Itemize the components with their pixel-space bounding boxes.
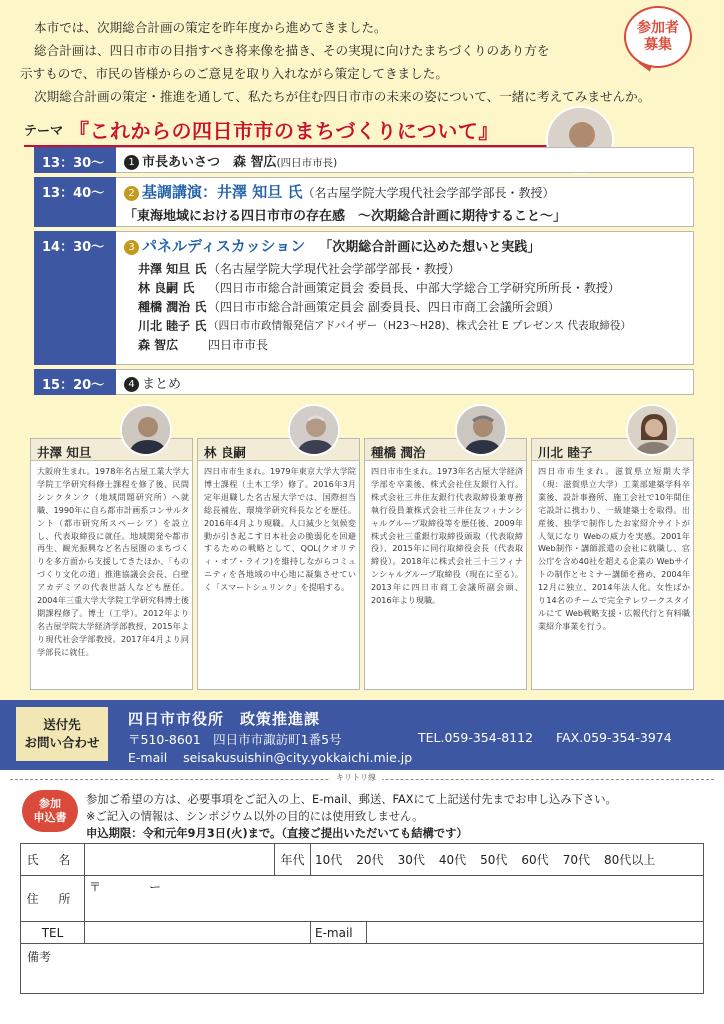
panelist-photo <box>120 404 172 456</box>
form-row-notes <box>21 944 704 994</box>
theme-label: テーマ <box>24 123 64 139</box>
panelist-row <box>124 317 693 336</box>
panelist-row <box>124 336 693 355</box>
schedule-body <box>116 369 694 395</box>
age-option[interactable]: 10代 <box>315 853 343 867</box>
bio-text: 四日市市生まれ。滋賀県立短期大学（現：滋賀県立大学）工業部建築学科卒業後、設計事務所、施工会社で10年間住宅設計に携わり、一級建築士を取得。出産後、独学で制作したお家紹介サイトが人気になり Webの威力を実感。2001年 Web制作・講師派遣の会社に就職し、官公庁を含め40社を超える企業の Webサイトの制作とセミナー講師を務め、2004年12月に独立、2014年法人化。女性ばかり14名のチームで完全テレワークスタイルにて Web戦略支援・広報代行と有料職業紹介事業を行う。 <box>538 466 690 631</box>
panelist-name: 種橋 潤治 氏 <box>138 300 207 314</box>
participants-wanted-badge <box>624 6 692 68</box>
address-label: 住 所 <box>21 876 85 922</box>
theme-title: 『これからの四日市市のまちづくりについて』 <box>69 118 499 143</box>
schedule-note: （名古屋学院大学現代社会学部学部長・教授） <box>302 186 555 200</box>
age-option[interactable]: 60代 <box>521 853 549 867</box>
email-field[interactable] <box>367 922 704 944</box>
form-row-address <box>21 876 704 922</box>
instruction-line: ※ご記入の情報は、シンポジウム以外の目的には使用致しません。 <box>86 810 424 823</box>
application-badge-line: 申込書 <box>33 811 67 824</box>
schedule-note: (四日市市長) <box>276 157 338 169</box>
bio-name: 井澤 知旦 <box>31 439 192 461</box>
application-form <box>20 843 704 994</box>
schedule-title: 市長あいさつ 森 智広 <box>142 155 277 170</box>
application-badge <box>22 790 78 832</box>
application-instructions <box>86 791 617 842</box>
panelist-photo <box>455 404 507 456</box>
bio-name: 川北 睦子 <box>532 439 693 461</box>
schedule-row <box>34 147 694 173</box>
schedule-time: 13：40〜 <box>34 177 116 227</box>
schedule-time: 15：20〜 <box>34 369 116 395</box>
panelist-row <box>124 260 693 279</box>
contact-address: 〒510-8601 四日市市諏訪町1番5号 <box>128 732 342 747</box>
schedule-row <box>34 177 694 227</box>
panelist-row <box>124 298 693 317</box>
schedule-time: 13：30〜 <box>34 147 116 173</box>
contact-tel: TEL.059-354-8112 <box>418 730 534 745</box>
intro-line: 示すもので、市民の皆様からのご意見を取り入れながら策定してきました。 <box>20 66 448 81</box>
name-label: 氏 名 <box>21 844 85 876</box>
tel-label: TEL <box>21 922 85 944</box>
panelist-role: 四日市市長 <box>208 338 269 352</box>
age-option[interactable]: 80代以上 <box>603 853 656 867</box>
contact-section <box>0 700 724 770</box>
age-option[interactable]: 20代 <box>356 853 384 867</box>
panelist-name: 森 智広 <box>138 338 179 352</box>
schedule-time: 14：30〜 <box>34 231 116 365</box>
contact-email-row <box>128 750 412 765</box>
bio-name: 種橋 潤治 <box>365 439 526 461</box>
contact-label-line: 送付先 <box>43 717 81 732</box>
panelist-role: （四日市市総合計画策定員会 副委員長、四日市商工会議所会頭） <box>208 300 560 314</box>
schedule-body <box>116 147 694 173</box>
address-field[interactable] <box>85 876 704 922</box>
instruction-line: 参加ご希望の方は、必要事項をご記入の上、E-mail、郵送、FAXにて上記送付先までお申し込み下さい。 <box>86 793 617 806</box>
bio-text: 四日市市生まれ。1973年名古屋大学経済学部を卒業後、株式会社住友銀行入行。株式会社三井住友銀行代表取締役兼専務執行役員兼株式会社三井住友フィナンシャルグループ取締役等を歴任後、2009年株式会社三重銀行取締役頭取（代表取締役）、2015年に同行取締役会長（代表取締役）。2018年に株式会社三十三フィナンシャルグループ取締役（現在に至る）。2013年に四日市商工会議所副会頭、2016年より現職。 <box>371 466 523 606</box>
panelist-photo <box>626 404 678 456</box>
name-field[interactable] <box>85 844 275 876</box>
bio-card <box>364 438 527 690</box>
schedule-title: まとめ <box>142 377 182 392</box>
keynote-subtitle: 「東海地域における四日市市の存在感 〜次期総合計画に期待すること〜」 <box>124 209 567 224</box>
intro-line: 本市では、次期総合計画の策定を昨年度から進めてきました。 <box>34 20 387 35</box>
contact-label-line: お問い合わせ <box>24 735 100 750</box>
schedule-row <box>34 369 694 395</box>
age-options <box>311 844 704 876</box>
panelist-role: （名古屋学院大学現代社会学部学部長・教授） <box>208 262 461 276</box>
bio-text: 大阪府生まれ。1978年名古屋工業大学大学院工学研究科修士課程を修了後、民間シンクタンク（地域問題研究所）へ就職、1990年に自ら都市計画系コンサルタント（都市研究所スペーシア）を設立し、代表取締役に就任。地域開発や都市再生、観光振興など名古屋圏のまちづくりを多方面から支援してきたほか、「ものづくり文化の道」推進協議会会長、白壁アカデミアの代表世話人なども歴任。2004年三重大学大学院工学研究科博士後期課程修了。博士（工学）。2012年より名古屋学院大学経済学部教授、2015年より現代社会学部教授。2017年4月より同学部長に就任。 <box>37 466 189 657</box>
item-number: 4 <box>124 377 139 392</box>
contact-organization: 四日市市役所 政策推進課 <box>128 710 321 728</box>
intro-line: 次期総合計画の策定・推進を通して、私たちが住む四日市市の未来の姿について、一緒に考えてみませんか。 <box>34 89 651 104</box>
email-label: E-mail <box>311 922 367 944</box>
cut-line-label: キリトリ線 <box>330 772 382 783</box>
theme-row <box>24 116 499 142</box>
age-option[interactable]: 50代 <box>480 853 508 867</box>
application-badge-line: 参加 <box>39 797 61 810</box>
panel-subtitle: 「次期総合計画に込めた想いと実践」 <box>319 240 541 255</box>
postal-mark: 〒 ー <box>89 880 162 894</box>
panelist-name: 井澤 知旦 氏 <box>138 262 207 276</box>
notes-label: 備考 <box>27 950 52 964</box>
item-number: 2 <box>124 186 139 201</box>
bio-card <box>30 438 193 690</box>
panel-title: パネルディスカッション <box>142 237 306 255</box>
panelist-role: （四日市市政情報発信アドバイザー（H23〜H28)、株式会社 E プレゼンス 代表取締役） <box>208 320 632 332</box>
panelist-role: （四日市市総合計画策定員会 委員長、中部大学総合工学研究所所長・教授） <box>208 281 620 295</box>
schedule-body <box>116 231 694 365</box>
contact-label <box>16 707 108 761</box>
age-option[interactable]: 30代 <box>397 853 425 867</box>
form-row-name <box>21 844 704 876</box>
item-number: 3 <box>124 240 139 255</box>
bio-text: 四日市市生まれ。1979年東京大学大学院博士課程（土木工学）修了。2016年3月定年退職した名古屋大学では、国際担当総長補佐、環境学研究科長などを歴任。2016年4月より現職。人口減少と気候変動が引き起こす日本社会の脆弱化を回避するための戦略として、QOL(クオリティ・オブ・ライフ)を維持しながらコミュニティを各地域の中心地に凝集させていく「スマートシュリンク」を提唱する。 <box>204 466 356 593</box>
intro-line: 総合計画は、四日市市の目指すべき将来像を描き、その実現に向けたまちづくりのあり方を <box>34 43 550 58</box>
panelist-name: 川北 睦子 氏 <box>138 319 207 333</box>
intro-text <box>20 16 700 108</box>
bio-card <box>197 438 360 690</box>
contact-fax: FAX.059-354-3974 <box>556 730 672 745</box>
panelist-name: 林 良嗣 氏 <box>138 281 195 295</box>
panelist-row <box>124 279 693 298</box>
badge-text: 参加者 募集 <box>637 20 679 53</box>
age-option[interactable]: 40代 <box>438 853 467 867</box>
bio-name: 林 良嗣 <box>198 439 359 461</box>
deadline-line: 申込期限：令和元年9月3日(火)まで。（直接ご提出いただいても結構です） <box>86 827 468 840</box>
schedule-row <box>34 231 694 365</box>
tel-field[interactable] <box>85 922 311 944</box>
panelist-photo <box>288 404 340 456</box>
contact-email-label: E-mail <box>128 750 168 765</box>
keynote-title: 基調講演：井澤 知旦 氏 <box>142 183 303 201</box>
age-label: 年代 <box>275 844 311 876</box>
contact-email[interactable]: seisakusuishin@city.yokkaichi.mie.jp <box>183 750 413 765</box>
age-option[interactable]: 70代 <box>562 853 590 867</box>
bio-card <box>531 438 694 690</box>
form-row-contact <box>21 922 704 944</box>
notes-field[interactable] <box>21 944 704 994</box>
item-number: 1 <box>124 155 139 170</box>
schedule-body <box>116 177 694 227</box>
